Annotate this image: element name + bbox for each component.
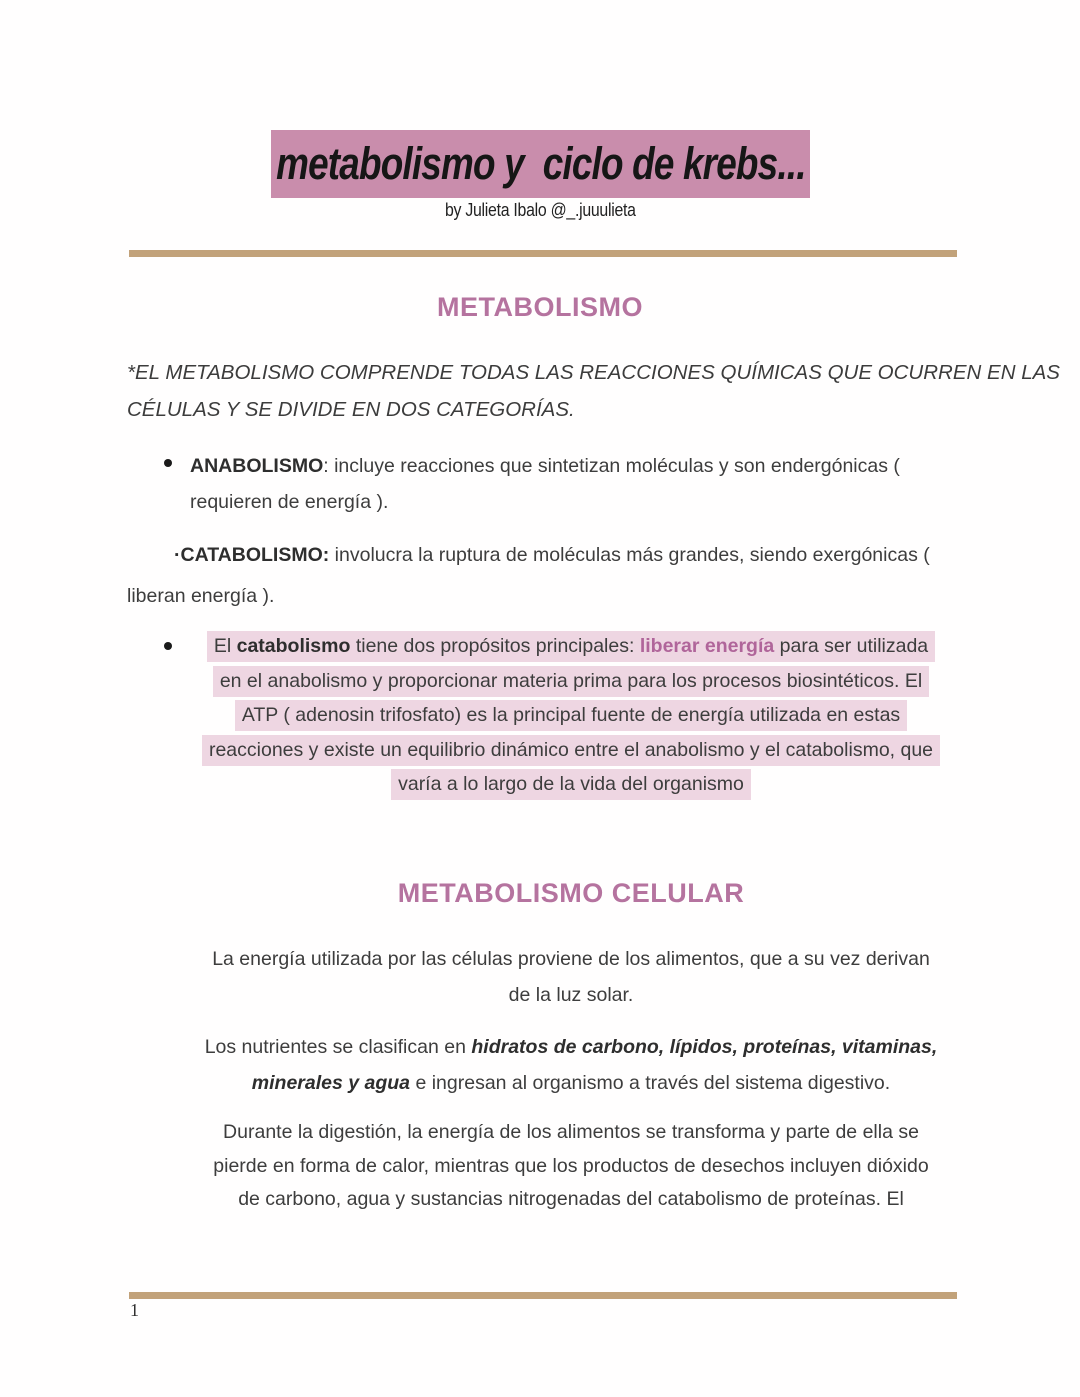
section-heading-metabolismo: METABOLISMO [437, 292, 643, 322]
catabolismo-term: ·CATABOLISMO: [174, 544, 330, 566]
bullet-icon [164, 459, 172, 467]
catabolismo-highlight-paragraph [190, 629, 952, 802]
p3-line-2: pierde en forma de calor, mientras que los productos de desechos incluyen dióxido [213, 1154, 929, 1177]
p2-line-1 [190, 1029, 952, 1065]
p2-line-2 [190, 1065, 952, 1101]
byline-text: by Julieta Ibalo @_.juuulieta [444, 200, 636, 220]
highlight-line-5: varía a lo largo de la vida del organismo [190, 767, 952, 802]
p1-line-2: de la luz solar. [508, 984, 634, 1006]
anabolismo-definition: : incluye reacciones que sintetizan moléculas y son endergónicas ( [323, 455, 900, 477]
anabolismo-line-1 [190, 448, 960, 484]
p2-seg: e ingresan al organismo a través del sistema digestivo. [410, 1072, 891, 1094]
catabolismo-definition: involucra la ruptura de moléculas más grandes, siendo exergónicas ( [329, 544, 930, 566]
highlight-seg: El [213, 635, 237, 657]
catabolismo-paragraph [127, 535, 967, 617]
p3-line-1: Durante la digestión, la energía de los alimentos se transforma y parte de ella se [223, 1121, 919, 1143]
highlight-term-catabolismo: catabolismo [236, 635, 351, 657]
highlight-accent-liberar-energia: liberar energía [639, 635, 775, 657]
anabolismo-term: ANABOLISMO [190, 455, 324, 477]
highlight-seg: tiene dos propósitos principales: [350, 635, 640, 657]
bottom-divider [129, 1292, 957, 1299]
p2-seg: Los nutrientes se clasifican en [204, 1036, 472, 1058]
highlight-seg: para ser utilizada [774, 635, 929, 657]
highlight-line-2: en el anabolismo y proporcionar materia prima para los procesos biosintéticos. El [190, 664, 952, 699]
celular-paragraph-2 [190, 1029, 952, 1101]
p1-line-1: La energía utilizada por las células proviene de los alimentos, que a su vez derivan [212, 948, 930, 970]
p3-line-3: de carbono, agua y sustancias nitrogenadas del catabolismo de proteínas. El [238, 1188, 904, 1210]
top-divider [129, 250, 957, 257]
intro-line-2: CÉLULAS Y SE DIVIDE EN DOS CATEGORÍAS. [127, 398, 575, 421]
catabolismo-line-2: liberan energía ). [127, 585, 275, 607]
p2-nutrients-bold: hidratos de carbono, lípidos, proteínas, vitaminas, [471, 1036, 938, 1058]
document-title: metabolismo y ciclo de krebs... [275, 138, 806, 189]
section-heading-metabolismo-celular: METABOLISMO CELULAR [397, 878, 745, 908]
catabolismo-line-1 [127, 535, 967, 576]
anabolismo-line-2: requieren de energía ). [190, 491, 389, 513]
title-banner [271, 130, 810, 198]
celular-paragraph-3 [190, 1116, 952, 1217]
p2-nutrients-bold: minerales y agua [251, 1072, 411, 1094]
page-number: 1 [130, 1300, 139, 1320]
bullet-icon [164, 642, 172, 650]
celular-paragraph-1 [190, 941, 952, 1013]
highlight-line-1 [190, 629, 952, 664]
highlight-line-3: ATP ( adenosin trifosfato) es la principal fuente de energía utilizada en estas [190, 698, 952, 733]
highlight-line-4: reacciones y existe un equilibrio dinámico entre el anabolismo y el catabolismo, que [190, 733, 952, 768]
byline [0, 200, 1080, 221]
bullet-anabolismo [190, 448, 960, 520]
intro-paragraph [127, 354, 1060, 428]
intro-line-1: *EL METABOLISMO COMPRENDE TODAS LAS REACCIONES QUÍMICAS QUE OCURREN EN LAS [127, 361, 1060, 384]
